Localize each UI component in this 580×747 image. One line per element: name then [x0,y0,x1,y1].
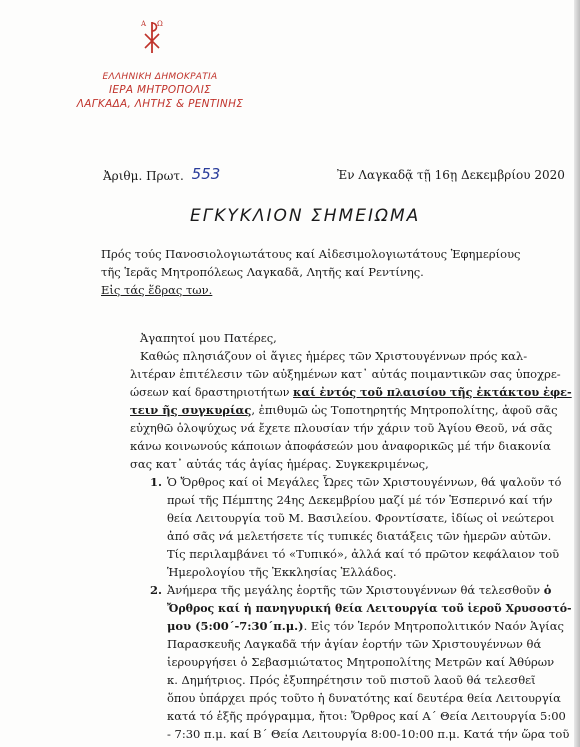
list-number-2: 2. [150,583,163,597]
list-item-line: θεία Λειτουργία τοῦ Μ. Βασιλείου. Φροντίσατε, ἰδίως οἱ νεώτεροι [167,511,555,525]
list-item-line: πρωί τῆς Πέμπτης 24ης Δεκεμβρίου μαζί μέ τόν Ἑσπερινό καί τήν [167,493,553,507]
body-text: ώσεων καί δραστηριοτήτων [130,385,294,399]
list-item-line [167,583,551,597]
header-metropolis: ΙΕΡΑ ΜΗΤΡΟΠΟΛΙΣ [108,84,212,96]
body-line: Καθώς πλησιάζουν οἱ ἅγιες ἡμέρες τῶν Χριστουγέννων πρός καλ- [140,349,528,363]
svg-text:Α: Α [141,20,147,28]
list-item-line: - 7:30 π.μ. καί Β΄ Θεία Λειτουργία 8:00-10:00 π.μ. Κατά τήν ὥρα τοῦ [167,727,570,741]
document-date: Ἐν Λαγκαδᾷ τῇ 16ῃ Δεκεμβρίου 2020 [337,168,565,182]
protocol-number: 553 [191,165,221,183]
protocol-number-line [103,166,220,184]
address-line-3: Εἰς τάς ἕδρας των. [101,283,213,297]
body-line: κάνω κοινωνούς κάποιων ἀποφάσεών μου ἀναφορικῶς μέ τήν διακονία [130,439,551,453]
list-item-line: κ. Δημήτριος. Πρός ἐξυπηρέτησιν τοῦ πιστοῦ λαοῦ θά τελεσθεῖ [167,673,536,687]
emphasis-text: μου (5:00΄-7:30΄π.μ.) [167,619,304,633]
list-item-line: Παρασκευῆς Λαγκαδᾶ τήν ἁγίαν ἑορτήν τῶν Χριστουγέννων θά [167,637,542,651]
emphasis-text: καί ἐντός τοῦ πλαισίου τῆς ἐκτάκτου ἐφε- [293,385,572,399]
svg-text:Ω: Ω [157,20,163,28]
emphasis-text: ὁ [543,583,552,597]
body-line: σας κατ᾽ αὐτάς τάς ἁγίας ἡμέρας. Συγκεκριμένως, [130,457,429,471]
body-line [130,403,558,417]
list-item-line: Ὄρθρος καί ἡ πανηγυρική θεία Λειτουργία τοῦ ἱεροῦ Χρυσοστό- [167,601,572,615]
document-title: ΕΓΚΥΚΛΙΟΝ ΣΗΜΕΙΩΜΑ [190,206,421,226]
list-item-line: ἱερουργήσει ὁ Σεβασμιώτατος Μητροπολίτης Μετρῶν καί Ἀθύρων [167,655,555,669]
list-item-line: Τίς περιλαμβάνει τό «Τυπικό», ἀλλά καί τό πρῶτον κεφάλαιον τοῦ [167,547,560,561]
greeting: Ἀγαπητοί μου Πατέρες, [140,331,277,345]
list-item-line: Ἡμερολογίου τῆς Ἐκκλησίας Ἑλλάδος. [167,565,397,579]
list-item-line: ἀπό σᾶς νά μελετήσετε τίς τυπικές διατάξεις τῶν ἡμερῶν αὐτῶν. [167,529,552,543]
list-item-line: ὅπου ὑπάρχει πρός τοῦτο ἡ δυνατότης καί δευτέρα θεία Λειτουργία [167,691,561,705]
body-line: εὐχηθῶ ὁλοψύχως νά ἔχετε πλουσίαν τήν χάριν τοῦ Ἁγίου Θεοῦ, νά σᾶς [130,421,553,435]
list-item-line [167,619,564,633]
list-number-1: 1. [150,475,163,489]
page-edge-shadow [574,0,580,747]
list-item-line: κατά τό ἑξῆς πρόγραμμα, ἤτοι: Ὄρθρος καί Α΄ Θεία Λειτουργία 5:00 [167,709,566,723]
chi-rho-emblem-icon [140,18,164,54]
header-republic: ΕΛΛΗΝΙΚΗ ΔΗΜΟΚΡΑΤΙΑ [102,72,218,82]
body-line [130,385,572,399]
list-item-line: Ὁ Ὄρθρος καί οἱ Μεγάλες Ὧρες τῶν Χριστουγέννων, θά ψαλοῦν τό [167,475,562,489]
address-line-1: Πρός τούς Πανοσιολογιωτάτους καί Αἰδεσιμολογιωτάτους Ἐφημερίους [101,247,521,261]
body-line: λιτέραν ἐπιτέλεσιν τῶν αὐξημένων κατ᾽ αὐτάς ποιμαντικῶν σας ὑποχρε- [130,367,561,381]
protocol-label: Ἀριθμ. Πρωτ. [103,169,184,183]
header-diocese: ΛΑΓΚΑΔΑ, ΛΗΤΗΣ & ΡΕΝΤΙΝΗΣ [76,98,244,110]
emphasis-text: τειν ῆς συγκυρίας [130,403,252,417]
body-text: , ἐπιθυμῶ ὡς Τοποτηρητής Μητροπολίτης, ἀφοῦ σᾶς [251,403,558,417]
address-line-2: τῆς Ἱερᾶς Μητροπόλεως Λαγκαδᾶ, Λητῆς καί Ρεντίνης. [101,265,424,279]
body-text: Ἀνήμερα τῆς μεγάλης ἑορτῆς τῶν Χριστουγέννων θά τελεσθοῦν [167,583,544,597]
body-text: . Εἰς τόν Ἱερόν Μητροπολιτικόν Ναόν Ἁγίας [303,619,564,633]
